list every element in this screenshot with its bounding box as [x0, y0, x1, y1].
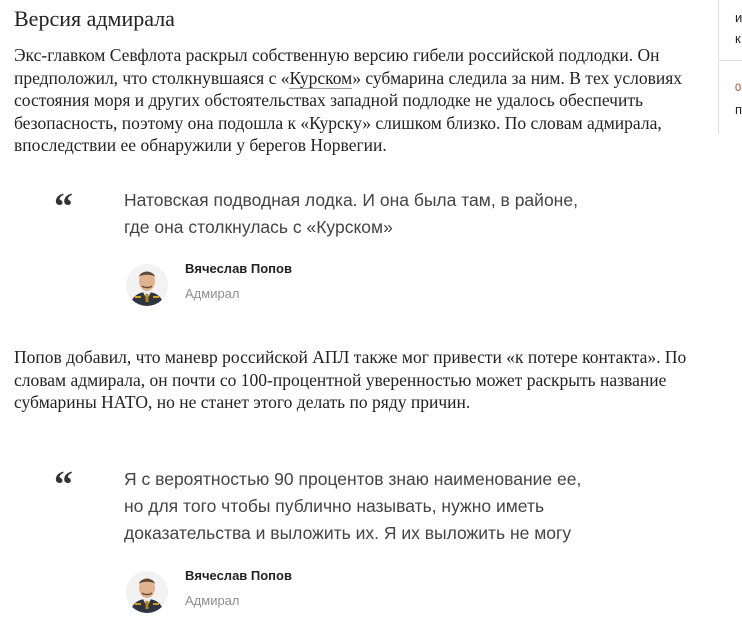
quote-mark-icon: “ [54, 186, 73, 228]
kursk-link[interactable]: Курском [289, 67, 353, 88]
author-avatar[interactable] [126, 264, 168, 306]
sidebar-text: к [735, 31, 741, 46]
sidebar-count: 0 [735, 82, 742, 94]
person-portrait-icon [126, 571, 168, 613]
quote-mark-icon: “ [54, 464, 73, 506]
quote-line: Натовская подводная лодка. И она была там, в районе, [124, 190, 578, 210]
quote-text [124, 187, 644, 241]
quote-line: Я с вероятностью 90 процентов знаю наименование ее, [124, 469, 582, 489]
author-name[interactable]: Вячеслав Попов [185, 261, 292, 276]
paragraph-text: » субмарина следила за ним. В тех условиях состояния моря и других обстоятельствах западной подлодке не удалось обеспечить безопасность, поэтому она подошла к «Курску» слишком близко. По словам адмирала, впоследствии ее обнаружили у берегов Норвегии. [14, 67, 683, 155]
author-name[interactable]: Вячеслав Попов [185, 568, 292, 583]
article-paragraph-2: Попов добавил, что маневр российской АПЛ также мог привести «к потере контакта». По словам адмирала, он почти со 100-процентной уверенностью может раскрыть название субмарины НАТО, но не станет этого делать по ряду причин. [14, 347, 687, 412]
quote-line: доказательства и выложить их. Я их выложить не могу [124, 523, 572, 543]
author-role: Адмирал [185, 286, 240, 301]
sidebar-text: п [735, 102, 742, 117]
sidebar-text: и [735, 10, 742, 25]
person-portrait-icon [126, 264, 168, 306]
quote-line: но для того чтобы публично называть, нужно иметь [124, 496, 545, 516]
quote-line: где она столкнулась с «Курском» [124, 217, 393, 237]
paragraph-text: Экс-главком Севфлота раскрыл собственную версию гибели российской подлодки. Он предположил, что столкнувшаяся с « [14, 45, 660, 88]
quote-text [124, 466, 644, 547]
sidebar-news-panel[interactable] [718, 0, 742, 134]
author-role: Адмирал [185, 593, 240, 608]
sidebar-divider [719, 60, 742, 61]
article-title: Версия адмирала [14, 6, 175, 31]
article-paragraph-1 [14, 44, 704, 157]
author-avatar[interactable] [126, 571, 168, 613]
